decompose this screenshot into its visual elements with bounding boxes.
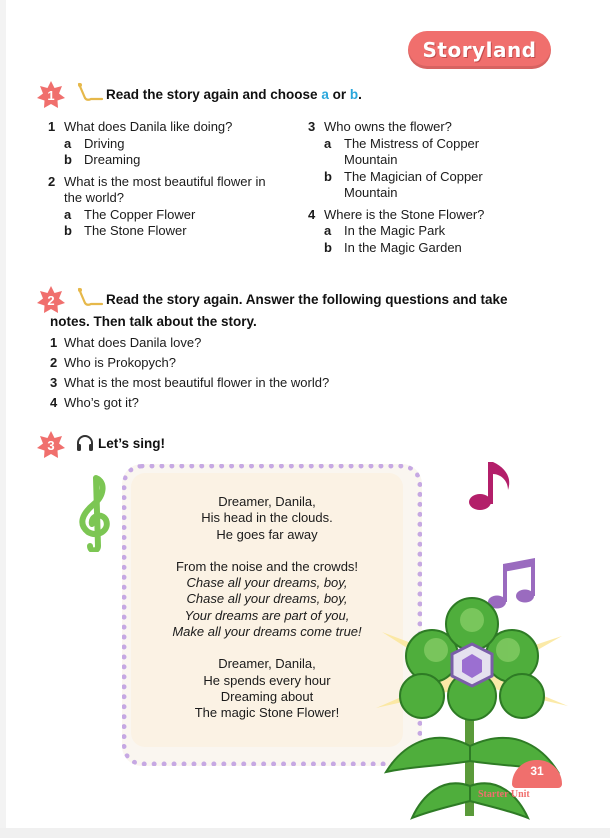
page-edge — [0, 0, 6, 838]
list-item: 1 What does Danila love? — [50, 335, 202, 350]
page-number-badge — [512, 760, 562, 788]
option-b-label: b — [349, 87, 359, 102]
headphones-icon — [76, 434, 94, 452]
page-number: 31 — [530, 764, 544, 778]
exercise-2-number: 2 — [47, 292, 55, 308]
question-4-option-b: b In the Magic Garden — [324, 239, 462, 255]
page-bottom-edge — [0, 828, 610, 838]
question-1-option-a: a Driving — [64, 135, 125, 151]
stone-flower-illustration — [372, 596, 572, 828]
question-2: 2 What is the most beautiful flower in the world? — [48, 173, 266, 205]
exercise-1-instruction: Read the story again and choose a or b. — [106, 87, 362, 102]
question-1-option-b: b Dreaming — [64, 152, 141, 167]
song-lyrics: Dreamer, Danila, His head in the clouds. He goes far away From the noise and the crowds! Chase all your dreams, boy, Chase all your dreams, boy, Your dreams are part of you, Make all your dreams come true! Dreamer, Danila, He spends every hour Dreaming about The magic Stone Flower! — [172, 494, 362, 721]
question-2-option-a: a The Copper Flower — [64, 206, 196, 222]
section-title-badge — [408, 31, 551, 69]
question-3: 3 Who owns the flower? — [308, 119, 452, 134]
question-3-option-a: a The Mistress of Copper Mountain — [324, 135, 480, 167]
question-2-option-b: b The Stone Flower — [64, 223, 187, 238]
list-item: 3 What is the most beautiful flower in the world? — [50, 375, 330, 390]
list-item: 4 Who’s got it? — [50, 395, 139, 410]
question-4-option-a: a In the Magic Park — [324, 223, 446, 238]
question-4: 4 Where is the Stone Flower? — [308, 206, 485, 222]
exercise-1-number: 1 — [47, 87, 55, 103]
exercise-1-right-column — [308, 119, 508, 256]
list-item: 2 Who is Prokopych? — [50, 355, 176, 370]
treble-clef-icon — [68, 472, 120, 552]
question-3-option-b: b The Magician of Copper Mountain — [324, 168, 483, 200]
pencil-icon — [76, 80, 104, 104]
exercise-2-instruction: Read the story again. Answer the following questions and take notes. Then talk about the story. — [50, 292, 508, 329]
question-1: 1 What does Danila like doing? — [48, 119, 233, 134]
music-note-icon — [466, 456, 520, 514]
exercise-3-instruction: Let’s sing! — [98, 436, 166, 451]
exercise-1-left-column — [48, 119, 288, 240]
option-a-label: a — [321, 87, 329, 102]
exercise-1-badge — [36, 80, 66, 110]
exercise-3-badge — [36, 430, 66, 460]
exercise-2-questions — [50, 333, 329, 413]
section-title: Storyland — [422, 38, 537, 62]
exercise-3-number: 3 — [47, 437, 55, 453]
unit-label: Starter Unit — [478, 789, 530, 800]
